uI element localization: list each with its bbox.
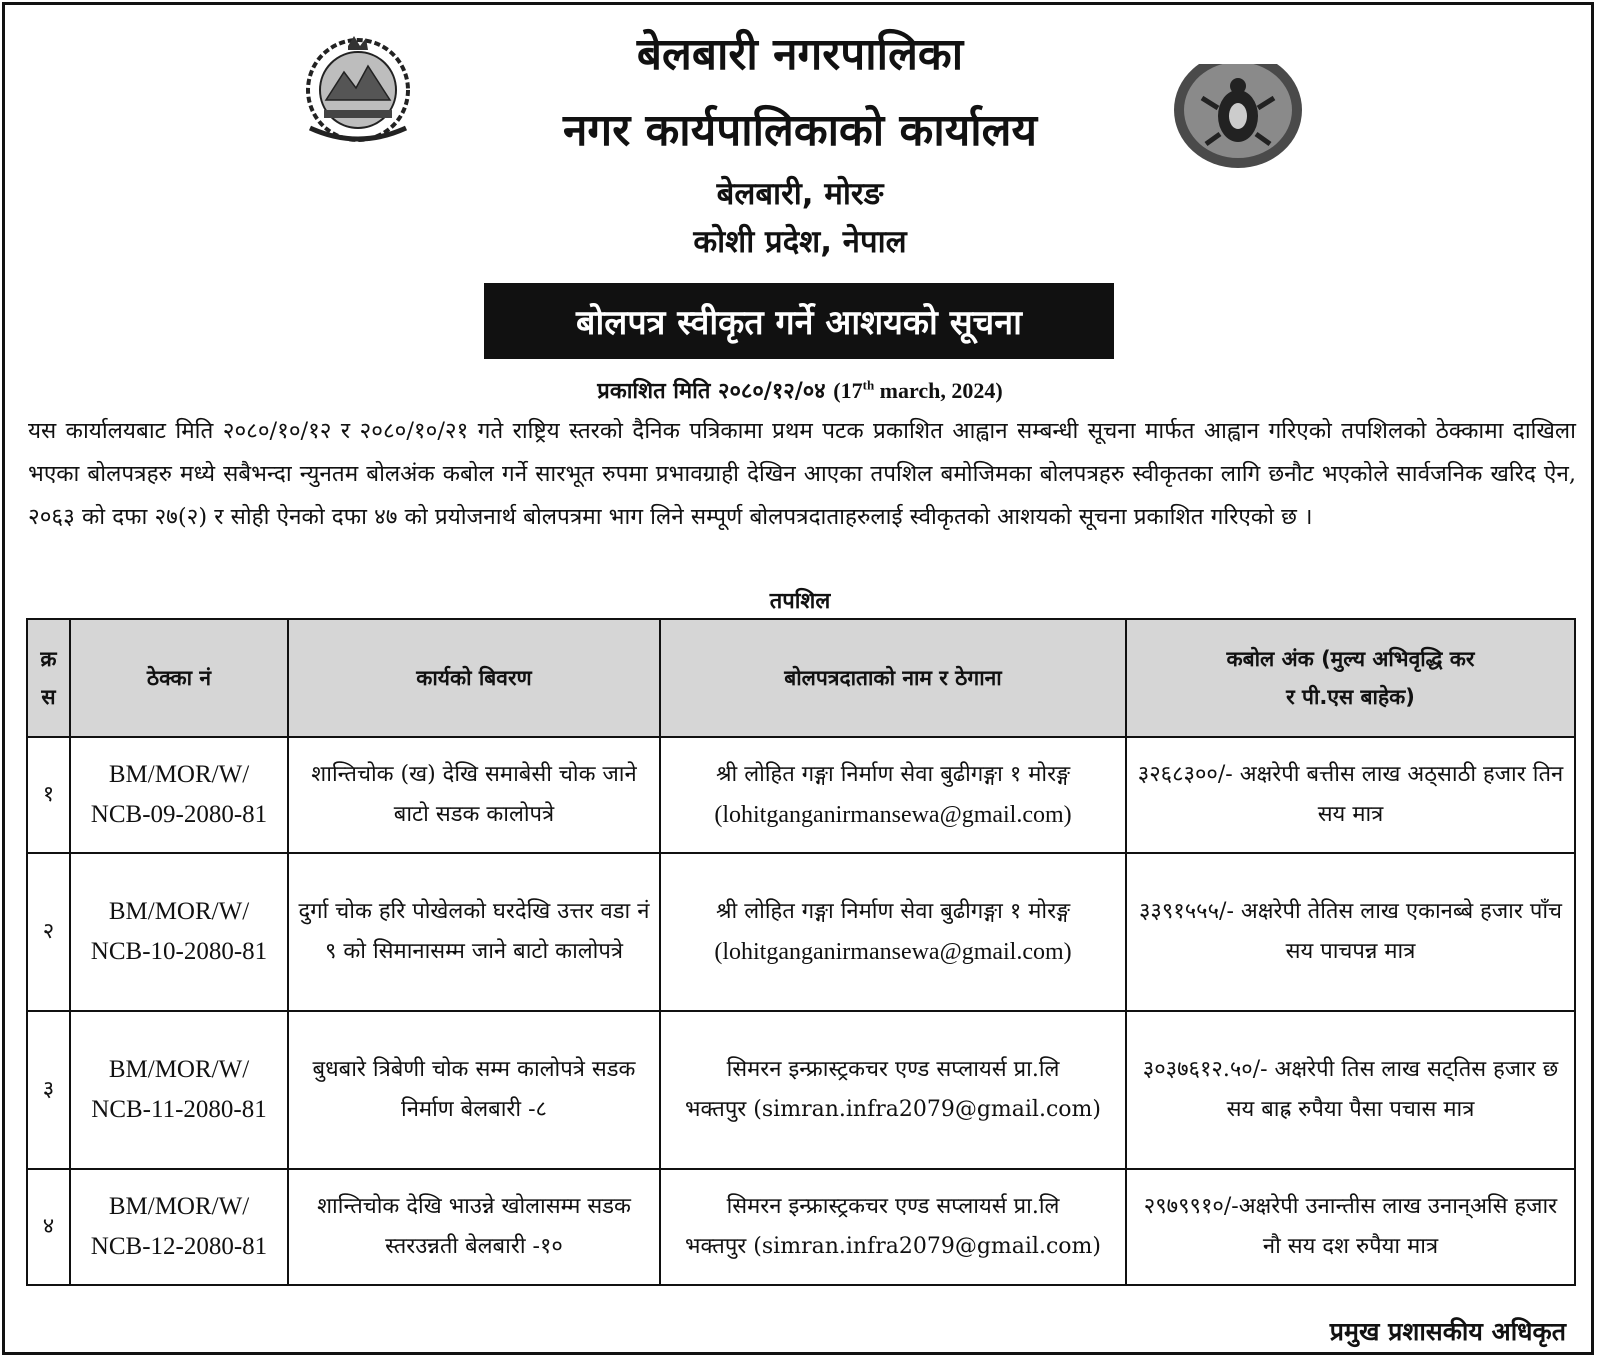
header-serial bbox=[27, 619, 70, 737]
published-date bbox=[0, 375, 1600, 405]
row-contract-code bbox=[70, 853, 288, 1011]
row-contract-code bbox=[70, 1011, 288, 1169]
row-work: दुर्गा चोक हरि पोखेलको घरदेखि उत्तर वडा नं ९ को सिमानासम्म जाने बाटो कालोपत्रे bbox=[288, 853, 660, 1011]
municipality-name: बेलबारी नगरपालिका bbox=[636, 29, 964, 80]
header-serial-line1: क्र bbox=[40, 647, 57, 671]
published-date-english-open: (17 bbox=[833, 378, 863, 403]
row-contract-code-line1: BM/MOR/W/ bbox=[108, 1193, 250, 1220]
row-bidder-address-email: भक्तपुर (simran.infra2079@gmail.com) bbox=[685, 1097, 1101, 1122]
header-amount-line2: र पी.एस बाहेक) bbox=[1286, 685, 1415, 709]
table-header-row bbox=[27, 619, 1575, 737]
table-row bbox=[27, 737, 1575, 853]
table-row bbox=[27, 1011, 1575, 1169]
row-bidder-name: सिमरन इन्फ्रास्ट्रकचर एण्ड सप्लायर्स प्रा.लि bbox=[726, 1194, 1060, 1219]
row-bidder bbox=[660, 737, 1126, 853]
row-contract-code bbox=[70, 1169, 288, 1285]
row-contract-code-line1: BM/MOR/W/ bbox=[108, 898, 250, 925]
table-row bbox=[27, 853, 1575, 1011]
row-work: शान्तिचोक (ख) देखि समाबेसी चोक जाने बाटो सडक कालोपत्रे bbox=[288, 737, 660, 853]
row-contract-code-line1: BM/MOR/W/ bbox=[108, 1056, 250, 1083]
row-bidder-name: श्री लोहित गङ्गा निर्माण सेवा बुढीगङ्गा १ मोरङ्ग bbox=[715, 898, 1071, 924]
published-date-english-rest: march, 2024) bbox=[874, 378, 1003, 403]
signoff-title: प्रमुख प्रशासकीय अधिकृत bbox=[1329, 1317, 1566, 1346]
header-amount bbox=[1126, 619, 1575, 737]
row-work: शान्तिचोक देखि भाउन्ने खोलासम्म सडक स्तरउन्नती बेलबारी -१० bbox=[288, 1169, 660, 1285]
table-row bbox=[27, 1169, 1575, 1285]
row-bidder-name: श्री लोहित गङ्गा निर्माण सेवा बुढीगङ्गा १ मोरङ्ग bbox=[715, 761, 1071, 787]
row-contract-code-line2: NCB-09-2080-81 bbox=[90, 801, 268, 828]
row-amount: २९७९९१०/-अक्षरेपी उनान्तीस लाख उनान्असि हजार नौ सय दश रुपैया मात्र bbox=[1126, 1169, 1575, 1285]
row-bidder-address-email: भक्तपुर (simran.infra2079@gmail.com) bbox=[685, 1234, 1101, 1259]
header-contract-no: ठेक्का नं bbox=[70, 619, 288, 737]
row-contract-code-line2: NCB-10-2080-81 bbox=[90, 938, 268, 965]
row-amount: ३३९१५५५/- अक्षरेपी तेतिस लाख एकानब्बे हजार पाँच सय पाचपन्न मात्र bbox=[1126, 853, 1575, 1011]
row-contract-code bbox=[70, 737, 288, 853]
row-bidder bbox=[660, 853, 1126, 1011]
notice-title: बोलपत्र स्वीकृत गर्ने आशयको सूचना bbox=[576, 303, 1022, 343]
header-work: कार्यको बिवरण bbox=[288, 619, 660, 737]
header-serial-line2: स bbox=[41, 685, 56, 709]
table-caption: तपशिल bbox=[769, 589, 831, 614]
contract-table bbox=[26, 618, 1576, 1286]
row-serial: २ bbox=[27, 853, 70, 1011]
row-contract-code-line2: NCB-11-2080-81 bbox=[91, 1096, 267, 1123]
published-date-english-sup: th bbox=[862, 377, 875, 393]
row-bidder-name: सिमरन इन्फ्रास्ट्रकचर एण्ड सप्लायर्स प्रा.लि bbox=[726, 1057, 1060, 1082]
header-amount-line1: कबोल अंक (मुल्य अभिवृद्धि कर bbox=[1226, 647, 1475, 671]
row-contract-code-line1: BM/MOR/W/ bbox=[108, 761, 250, 788]
header-bidder: बोलपत्रदाताको नाम र ठेगाना bbox=[660, 619, 1126, 737]
row-bidder bbox=[660, 1169, 1126, 1285]
published-date-english bbox=[833, 378, 1002, 403]
address-line-2: कोशी प्रदेश, नेपाल bbox=[693, 224, 907, 260]
office-name: नगर कार्यपालिकाको कार्यालय bbox=[563, 105, 1037, 156]
address-line-1: बेलबारी, मोरङ bbox=[716, 176, 884, 212]
row-bidder-email: (lohitganganirmansewa@gmail.com) bbox=[714, 801, 1072, 828]
row-bidder bbox=[660, 1011, 1126, 1169]
notice-body-text: यस कार्यालयबाट मिति २०८०/१०/१२ र २०८०/१०/२१ गते राष्ट्रिय स्तरको दैनिक पत्रिकामा प्रथम पटक प्रकाशित आह्वान सम्बन्धी सूचना मार्फत आह्वान गरिएको तपशिलको ठेक्कामा दाखिला भएका बोलपत्रहरु मध्ये सबैभन्दा न्युनतम बोलअंक कबोल गर्ने सारभूत रुपमा प्रभावग्राही देखिन आएका तपशिल बमोजिमका बोलपत्रहरु स्वीकृतका लागि छनौट भएकोले सार्वजनिक खरिद ऐन, २०६३ को दफा २७(२) र सोही ऐनको दफा ४७ को प्रयोजनार्थ बोलपत्रमा भाग लिने सम्पूर्ण बोलपत्रदाताहरुलाई स्वीकृतको आशयको सूचना प्रकाशित गरिएको छ । bbox=[28, 418, 1576, 530]
row-serial: ३ bbox=[27, 1011, 70, 1169]
row-contract-code-line2: NCB-12-2080-81 bbox=[90, 1233, 268, 1260]
row-amount: ३२६८३००/- अक्षरेपी बत्तीस लाख अठ्साठी हजार तिन सय मात्र bbox=[1126, 737, 1575, 853]
published-date-label: प्रकाशित मिति २०८०/१२/०४ bbox=[597, 378, 826, 404]
row-serial: १ bbox=[27, 737, 70, 853]
row-bidder-email: (lohitganganirmansewa@gmail.com) bbox=[714, 938, 1072, 965]
notice-title-banner bbox=[484, 283, 1114, 359]
row-serial: ४ bbox=[27, 1169, 70, 1285]
row-work: बुधबारे त्रिबेणी चोक सम्म कालोपत्रे सडक निर्माण बेलबारी -८ bbox=[288, 1011, 660, 1169]
row-amount: ३०३७६१२.५०/- अक्षरेपी तिस लाख सट्तिस हजार छ सय बाह्र रुपैया पैसा पचास मात्र bbox=[1126, 1011, 1575, 1169]
